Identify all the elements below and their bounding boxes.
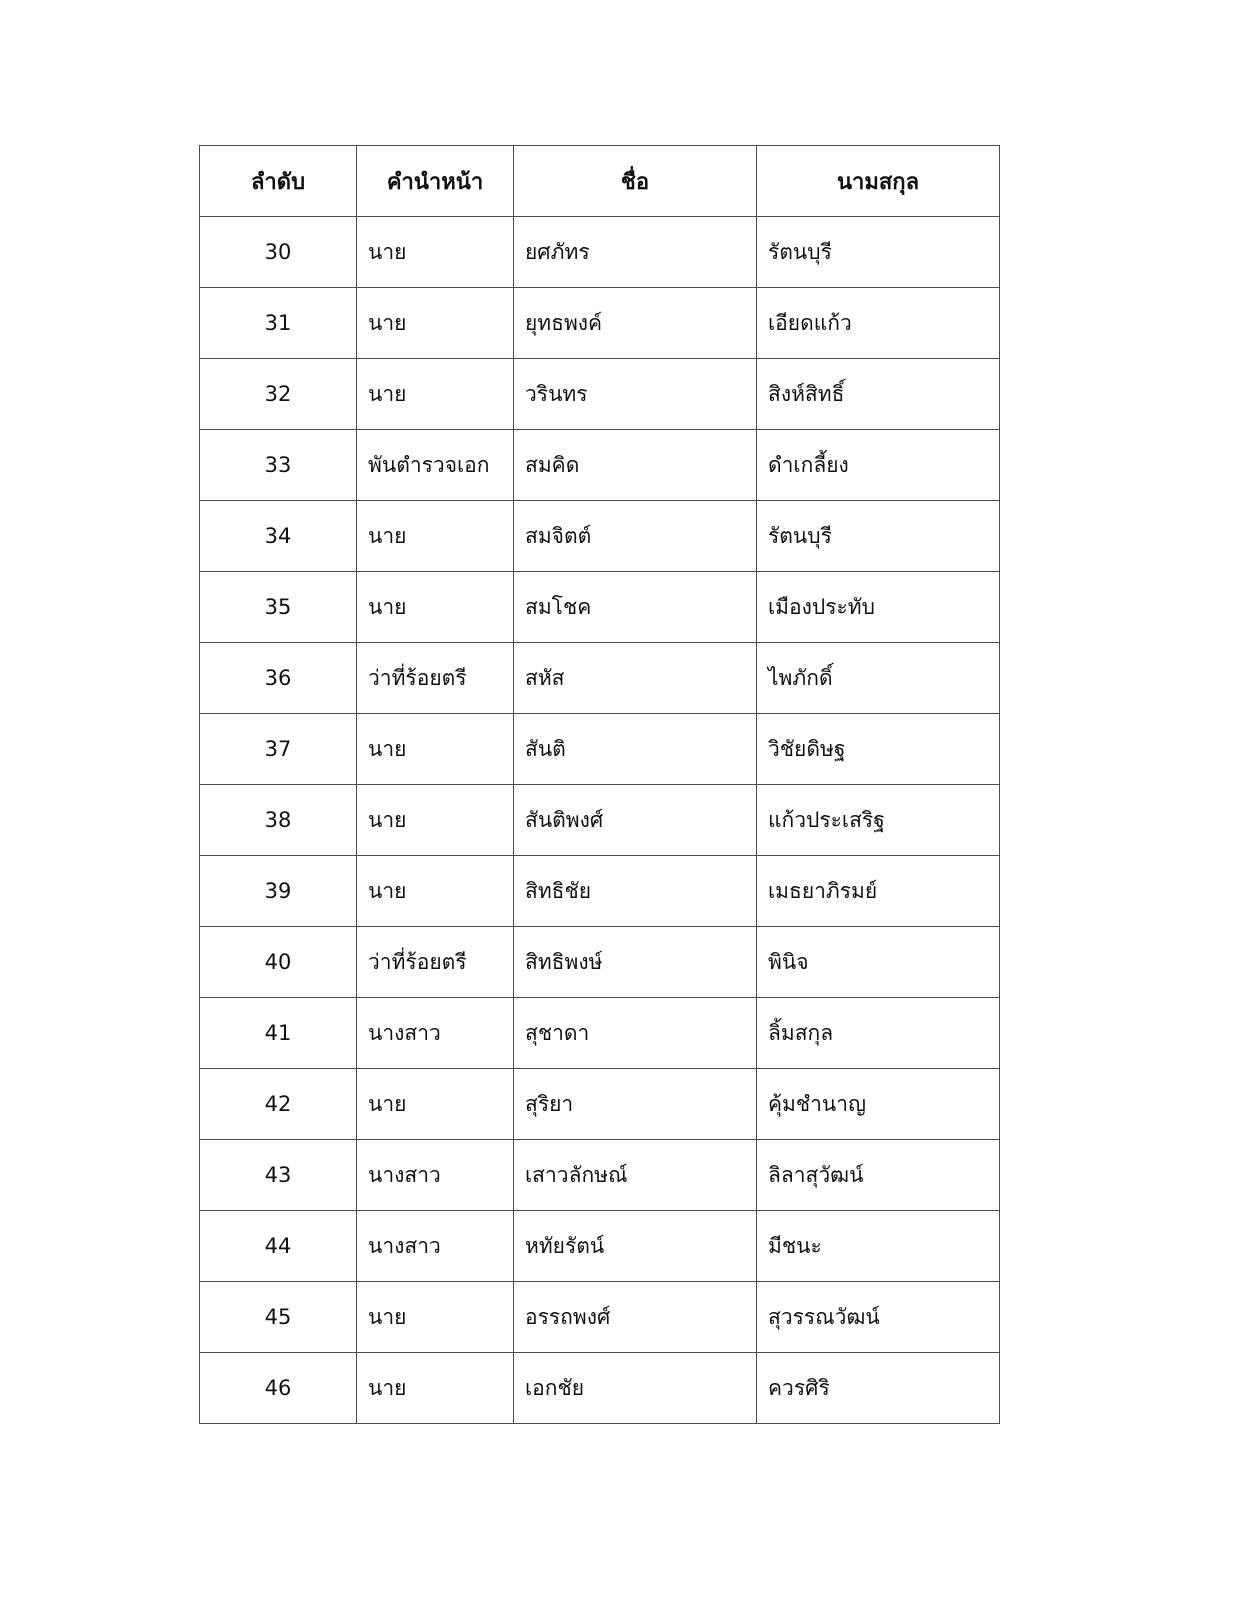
first-name-cell: วรินทร [514,359,757,430]
first-name-cell: สุริยา [514,1069,757,1140]
title-cell: นาย [357,288,514,359]
order-cell: 44 [200,1211,357,1282]
order-cell: 32 [200,359,357,430]
first-name-cell: ยุทธพงค์ [514,288,757,359]
first-name-cell: ยศภัทร [514,217,757,288]
title-cell: นาย [357,217,514,288]
order-cell: 41 [200,998,357,1069]
header-last-name: นามสกุล [757,146,1000,217]
title-cell: นาย [357,1353,514,1424]
first-name-cell: สมคิด [514,430,757,501]
table-row [200,856,1000,927]
table-row [200,1282,1000,1353]
first-name-cell: สมโชค [514,572,757,643]
first-name-cell: อรรถพงศ์ [514,1282,757,1353]
table-row [200,572,1000,643]
order-cell: 39 [200,856,357,927]
order-cell: 42 [200,1069,357,1140]
title-cell: นาย [357,1069,514,1140]
table-row [200,1353,1000,1424]
last-name-cell: ควรศิริ [757,1353,1000,1424]
table-row [200,359,1000,430]
table-row [200,501,1000,572]
order-cell: 40 [200,927,357,998]
first-name-cell: สหัส [514,643,757,714]
order-cell: 34 [200,501,357,572]
last-name-cell: เมธยาภิรมย์ [757,856,1000,927]
title-cell: นาย [357,856,514,927]
first-name-cell: สิทธิชัย [514,856,757,927]
table-row [200,1211,1000,1282]
first-name-cell: เอกชัย [514,1353,757,1424]
order-cell: 38 [200,785,357,856]
first-name-cell: สันติ [514,714,757,785]
table-row [200,217,1000,288]
order-cell: 36 [200,643,357,714]
table-row [200,998,1000,1069]
title-cell: นางสาว [357,998,514,1069]
last-name-cell: มีชนะ [757,1211,1000,1282]
first-name-cell: เสาวลักษณ์ [514,1140,757,1211]
last-name-cell: สุวรรณวัฒน์ [757,1282,1000,1353]
order-cell: 46 [200,1353,357,1424]
title-cell: นางสาว [357,1140,514,1211]
last-name-cell: คุ้มชำนาญ [757,1069,1000,1140]
table-row [200,1069,1000,1140]
order-cell: 43 [200,1140,357,1211]
table-row [200,288,1000,359]
last-name-cell: สิงห์สิทธิ์ [757,359,1000,430]
table-row [200,785,1000,856]
table-row [200,430,1000,501]
last-name-cell: ดำเกลี้ยง [757,430,1000,501]
last-name-cell: วิชัยดิษฐ [757,714,1000,785]
last-name-cell: ลิลาสุวัฒน์ [757,1140,1000,1211]
order-cell: 33 [200,430,357,501]
table-row [200,714,1000,785]
first-name-cell: สันติพงศ์ [514,785,757,856]
last-name-cell: เอียดแก้ว [757,288,1000,359]
title-cell: นาย [357,785,514,856]
table-header-row [200,146,1000,217]
table-row [200,1140,1000,1211]
last-name-cell: รัตนบุรี [757,217,1000,288]
last-name-cell: รัตนบุรี [757,501,1000,572]
name-list-table [199,145,1000,1424]
order-cell: 30 [200,217,357,288]
table-body [200,217,1000,1424]
last-name-cell: แก้วประเสริฐ [757,785,1000,856]
last-name-cell: พินิจ [757,927,1000,998]
order-cell: 31 [200,288,357,359]
first-name-cell: สุชาดา [514,998,757,1069]
title-cell: นางสาว [357,1211,514,1282]
title-cell: นาย [357,572,514,643]
title-cell: นาย [357,501,514,572]
table-row [200,643,1000,714]
last-name-cell: เมืองประทับ [757,572,1000,643]
header-order: ลำดับ [200,146,357,217]
header-first-name: ชื่อ [514,146,757,217]
order-cell: 35 [200,572,357,643]
first-name-cell: สิทธิพงษ์ [514,927,757,998]
last-name-cell: ไพภักดิ์ [757,643,1000,714]
table-row [200,927,1000,998]
title-cell: นาย [357,359,514,430]
first-name-cell: หทัยรัตน์ [514,1211,757,1282]
title-cell: ว่าที่ร้อยตรี [357,643,514,714]
last-name-cell: ลิ้มสกุล [757,998,1000,1069]
title-cell: นาย [357,714,514,785]
title-cell: ว่าที่ร้อยตรี [357,927,514,998]
header-title: คำนำหน้า [357,146,514,217]
title-cell: นาย [357,1282,514,1353]
order-cell: 37 [200,714,357,785]
title-cell: พันตำรวจเอก [357,430,514,501]
first-name-cell: สมจิตต์ [514,501,757,572]
order-cell: 45 [200,1282,357,1353]
